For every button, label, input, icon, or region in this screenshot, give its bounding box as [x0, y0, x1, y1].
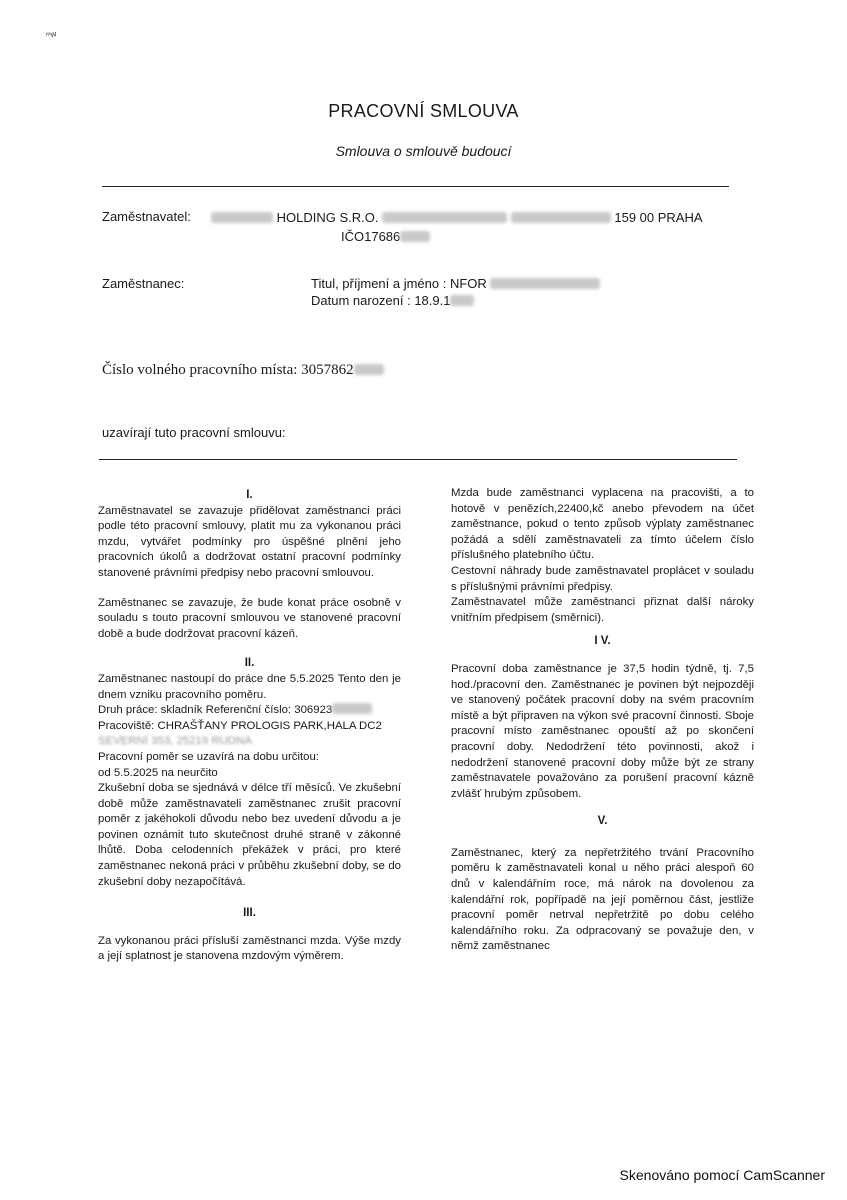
redaction-block — [211, 212, 273, 223]
document-subtitle: Smlouva o smlouvě budoucí — [335, 143, 512, 159]
workplace-address-redacted: SEVERNÍ 353, 25219 RUDNA — [98, 735, 252, 748]
paragraph: Zaměstnanec nastoupí do práce dne 5.5.2025 Tento den je dnem vzniku pracovního poměru. — [98, 672, 401, 701]
section-heading-1: I. — [246, 489, 253, 501]
paragraph: Zaměstnavatel může zaměstnanci přiznat další nároky vnitřním předpisem (směrnici). — [451, 596, 754, 624]
conclude-line: uzavírají tuto pracovní smlouvu: — [102, 425, 286, 440]
redaction-block — [400, 231, 430, 242]
paragraph: Zaměstnanec, který za nepřetržitého trvání Pracovního poměru k zaměstnavateli konal u něho práci alespoň 60 dnů v kalendářním roce, má nárok na dovolenou za kalendářní rok, popřípadě na její poměrnou část, jestliže pracovní poměr netrval nepřetržitě po dobu celého kalendářního roku. Za odpracovaný se považuje den, v němž zaměstnanec — [451, 846, 754, 953]
paragraph — [98, 703, 401, 719]
paragraph: Zaměstnavatel se zavazuje přidělovat zaměstnanci práci podle této pracovní smlouvy, platit mu za vykonanou práci mzdu, vytvářet podmínky pro úspěšné plnění jeho pracovních úkolů a dodržovat ostatní pracovní podmínky stanovené právními předpisy nebo pracovní smlouvou. — [98, 504, 401, 579]
employer-name — [211, 209, 731, 226]
section-heading-4: I V. — [594, 635, 611, 648]
paragraph: Zkušební doba se sjednává v délce tří měsíců. Ve zkušební době může zaměstnavateli zaměstnanec zrušit pracovní poměr z jakéhokoli důvodu nebo bez uvedení důvodu a je povinen oznámit tuto skutečnost druhé straně v zákonné lhůtě. Doba celodenních překážek v práci, pro které zaměstnanec nekoná práci v průběhu zkušební doby, se do zkušební doby nezapočítává. — [98, 782, 401, 888]
employee-label: Zaměstnanec: — [102, 276, 185, 291]
paragraph: Mzda bude zaměstnanci vyplacena na pracovišti, a to hotově v penězích,22400,kč anebo převodem na účet zaměstnance, pokud o tento způsob výplaty zaměstnanec požádá a sdělí zaměstnavateli za tímto účelem číslo příslušného platebního účtu. — [451, 487, 754, 562]
vacancy-line — [102, 362, 384, 379]
job-type: Druh práce: skladník Referenční číslo: 306923 — [98, 704, 333, 717]
body-divider — [99, 459, 737, 460]
paragraph: od 5.5.2025 na neurčito — [98, 766, 218, 779]
redaction-block — [450, 295, 474, 306]
paragraph — [98, 734, 401, 750]
employer-ico-value: IČO17686 — [341, 229, 401, 244]
redaction-block — [382, 212, 507, 223]
employer-label: Zaměstnavatel: — [102, 209, 191, 224]
header-divider — [102, 186, 729, 187]
paragraph: Za vykonanou práci přísluší zaměstnanci mzda. Výše mzdy a její splatnost je stanovena mzdovým výměrem. — [98, 934, 401, 963]
paragraph: Pracovní doba zaměstnance je 37,5 hodin týdně, tj. 7,5 hod./pracovní den. Zaměstnanec je povinen být nejpozději ve stanovený počátek pracovní doby na svém pracovním místě a být připraven na výkon své pracovní činnosti. Sboje pracovní místo zaměstnanec opouští až po skončení pracovní doby. Nedodržení této povinnosti, akož i nedodržení stanovené pracovní doby může být ze strany zaměstnavatele považováno za porušení pracovní kázně zvlášť hrubým způsobem. — [451, 662, 754, 800]
right-column — [451, 486, 754, 955]
paragraph: Cestovní náhrady bude zaměstnavatel proplácet v souladu s příslušnými právními předpisy. — [451, 564, 754, 593]
paragraph: Pracovní poměr se uzavírá na dobu určitou: — [98, 750, 319, 763]
scan-corner-mark: ᵐw — [45, 29, 58, 40]
paragraph: Pracoviště: CHRAŠŤANY PROLOGIS PARK,HALA DC2 — [98, 719, 382, 732]
redaction-block — [332, 703, 372, 714]
redaction-block — [490, 278, 600, 289]
employee-name-line — [311, 275, 600, 292]
employee-birth-label: Datum narození : 18.9.1 — [311, 293, 451, 308]
redaction-block — [511, 212, 611, 223]
employer-ico — [341, 228, 430, 245]
camscanner-footer: Skenováno pomocí CamScanner — [619, 1167, 825, 1183]
section-heading-2: II. — [244, 657, 255, 670]
section-heading-3: III. — [243, 907, 256, 920]
employer-address: 159 00 PRAHA — [614, 210, 703, 225]
vacancy-label: Číslo volného pracovního místa: 3057862 — [102, 362, 354, 378]
paragraph: Zaměstnanec se zavazuje, že bude konat práce osobně v souladu s touto pracovní smlouvou ve stanovené pracovní době a bude dodržovat pracovní kázeň. — [98, 596, 401, 640]
employee-birth-line — [311, 292, 474, 309]
document-title: PRACOVNÍ SMLOUVA — [328, 101, 519, 121]
employer-company: HOLDING S.R.O. — [276, 210, 379, 225]
left-column — [98, 488, 401, 965]
redaction-block — [354, 364, 384, 375]
section-heading-5: V. — [597, 815, 608, 828]
employee-name-label: Titul, příjmení a jméno : NFOR — [311, 276, 487, 291]
